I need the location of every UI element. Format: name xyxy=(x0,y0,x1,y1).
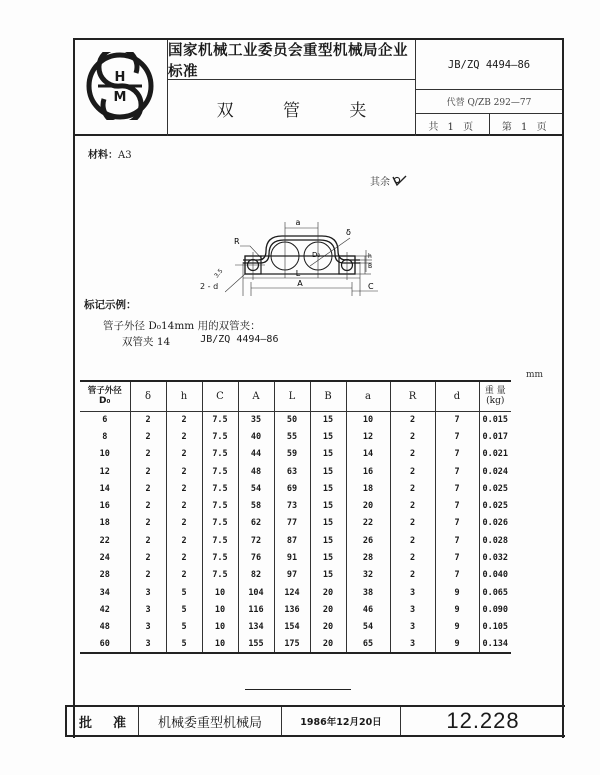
roughness-label: 其余 xyxy=(370,177,390,188)
table-cell: 77 xyxy=(274,515,310,532)
table-cell: 10 xyxy=(202,636,238,653)
table-cell: 3 xyxy=(130,619,166,636)
dim-a: a xyxy=(295,218,301,227)
table-cell: 15 xyxy=(310,480,346,497)
table-cell: 7 xyxy=(435,515,479,532)
table-cell: 14 xyxy=(99,483,110,494)
table-cell: 2 xyxy=(390,428,435,445)
table-cell: 3 xyxy=(390,636,435,653)
total-pages: 共 1 页 xyxy=(416,114,490,136)
approval-date: 1986年12月20日 xyxy=(282,707,401,735)
table-cell: 20 xyxy=(346,497,390,514)
table-cell: 9 xyxy=(435,636,479,653)
marking-example-title: 标记示例： xyxy=(84,299,137,311)
table-cell: 2 xyxy=(130,428,166,445)
table-cell: 15 xyxy=(310,567,346,584)
table-cell: 5 xyxy=(166,584,202,601)
dim-C: C xyxy=(368,282,374,291)
table-cell: 73 xyxy=(274,497,310,514)
table-cell: 124 xyxy=(274,584,310,601)
table-row xyxy=(80,532,511,549)
table-row xyxy=(80,567,511,584)
table-cell: 48 xyxy=(238,463,274,480)
table-cell: 28 xyxy=(99,570,110,581)
table-cell: 10 xyxy=(202,584,238,601)
replaces-standard: 代替 Q/ZB 292—77 xyxy=(416,90,562,114)
table-cell: 7 xyxy=(435,567,479,584)
col-header-l: L xyxy=(274,381,310,411)
table-cell: 7 xyxy=(435,446,479,463)
table-cell: 26 xyxy=(346,532,390,549)
table-cell: 28 xyxy=(346,549,390,566)
table-cell: 104 xyxy=(238,584,274,601)
table-cell: 59 xyxy=(274,446,310,463)
logo-cell xyxy=(73,40,168,136)
table-cell: 0.090 xyxy=(479,601,511,618)
table-cell: 18 xyxy=(99,518,110,529)
designation-name: 双管夹 14 xyxy=(122,336,171,348)
table-cell: 7.5 xyxy=(202,428,238,445)
table-cell: 24 xyxy=(99,553,110,564)
table-cell: 2 xyxy=(130,549,166,566)
table-cell: 91 xyxy=(274,549,310,566)
table-cell: 14 xyxy=(346,446,390,463)
table-cell: 7.5 xyxy=(202,446,238,463)
table-cell: 2 xyxy=(166,480,202,497)
table-cell: 32 xyxy=(346,567,390,584)
table-cell: 12 xyxy=(99,466,110,477)
hm-logo-icon xyxy=(86,52,154,120)
table-cell: 5 xyxy=(166,601,202,618)
page-code: 12.228 xyxy=(446,708,520,733)
table-cell: 54 xyxy=(346,619,390,636)
table-cell: 2 xyxy=(130,480,166,497)
table-cell: 136 xyxy=(274,601,310,618)
material-label: 材料： xyxy=(88,150,118,161)
table-cell: 0.015 xyxy=(479,411,511,428)
document-title: 双 管 夹 xyxy=(168,80,416,136)
table-row xyxy=(80,515,511,532)
table-cell: 2 xyxy=(390,497,435,514)
table-cell: 10 xyxy=(346,411,390,428)
table-cell: 22 xyxy=(99,535,110,546)
table-cell: 16 xyxy=(346,463,390,480)
table-cell: 2 xyxy=(130,463,166,480)
table-cell: 3 xyxy=(130,584,166,601)
table-cell: 34 xyxy=(99,587,110,598)
table-row xyxy=(80,446,511,463)
table-cell: 69 xyxy=(274,480,310,497)
table-cell: 2 xyxy=(130,532,166,549)
table-cell: 97 xyxy=(274,567,310,584)
table-cell: 15 xyxy=(310,515,346,532)
table-cell: 0.026 xyxy=(479,515,511,532)
table-cell: 7.5 xyxy=(202,497,238,514)
table-cell: 7.5 xyxy=(202,463,238,480)
table-cell: 7.5 xyxy=(202,532,238,549)
table-cell: 35 xyxy=(238,411,274,428)
table-cell: 50 xyxy=(274,411,310,428)
table-cell: 2 xyxy=(390,411,435,428)
table-cell: 2 xyxy=(130,515,166,532)
table-row xyxy=(80,411,511,428)
table-cell: 3 xyxy=(130,601,166,618)
table-cell: 15 xyxy=(310,532,346,549)
page-number: 第 1 页 xyxy=(501,121,550,133)
table-cell: 2 xyxy=(390,515,435,532)
table-cell: 0.017 xyxy=(479,428,511,445)
col-header-d: d xyxy=(435,381,479,411)
table-cell: 2 xyxy=(390,463,435,480)
table-cell: 58 xyxy=(238,497,274,514)
table-cell: 20 xyxy=(310,584,346,601)
organization-name: 国家机械工业委员会重型机械局企业标准 xyxy=(168,40,416,80)
table-row xyxy=(80,584,511,601)
marking-example-designation xyxy=(122,334,278,349)
table-cell: 3 xyxy=(390,619,435,636)
unit-label: mm xyxy=(526,370,544,380)
table-cell: 15 xyxy=(310,497,346,514)
dim-delta: δ xyxy=(346,228,351,237)
table-cell: 15 xyxy=(310,446,346,463)
table-cell: 48 xyxy=(99,622,110,633)
table-cell: 2 xyxy=(130,497,166,514)
col-header-a-spacing: a xyxy=(346,381,390,411)
table-cell: 5 xyxy=(166,619,202,636)
table-cell: 5 xyxy=(166,636,202,653)
table-row xyxy=(80,428,511,445)
table-cell: 65 xyxy=(346,636,390,653)
dim-B: B xyxy=(368,263,373,270)
approval-label: 批 准 xyxy=(67,707,139,735)
table-cell: 7.5 xyxy=(202,411,238,428)
table-cell: 3 xyxy=(390,601,435,618)
table-cell: 2 xyxy=(166,567,202,584)
table-row xyxy=(80,463,511,480)
table-cell: 0.040 xyxy=(479,567,511,584)
table-cell: 42 xyxy=(99,604,110,615)
table-cell: 8 xyxy=(102,431,108,442)
material-spec xyxy=(88,146,132,161)
table-header-row xyxy=(80,381,511,411)
table-cell: 20 xyxy=(310,619,346,636)
col-header-weight: 重 量 (kg) xyxy=(479,381,511,411)
table-cell: 7.5 xyxy=(202,549,238,566)
table-row xyxy=(80,549,511,566)
dim-h: h xyxy=(368,253,372,260)
dim-2d: 2 - d xyxy=(200,282,219,291)
table-cell: 2 xyxy=(166,463,202,480)
table-cell: 72 xyxy=(238,532,274,549)
table-cell: 15 xyxy=(310,549,346,566)
table-cell: 2 xyxy=(130,567,166,584)
marking-example-description: 管子外径 D₀14mm 用的双管夹： xyxy=(103,320,261,332)
table-row xyxy=(80,480,511,497)
table-cell: 175 xyxy=(274,636,310,653)
approval-block xyxy=(65,705,565,737)
table-cell: 82 xyxy=(238,567,274,584)
table-cell: 7.5 xyxy=(202,567,238,584)
table-cell: 7 xyxy=(435,463,479,480)
table-cell: 7 xyxy=(435,411,479,428)
table-cell: 2 xyxy=(166,497,202,514)
table-cell: 44 xyxy=(238,446,274,463)
table-row xyxy=(80,601,511,618)
dim-L: L xyxy=(295,269,301,278)
table-cell: 0.025 xyxy=(479,480,511,497)
title-block xyxy=(73,38,564,136)
col-header-a-length: A xyxy=(238,381,274,411)
table-cell: 62 xyxy=(238,515,274,532)
col-header-b: B xyxy=(310,381,346,411)
dim-R: R xyxy=(234,237,240,246)
table-cell: 22 xyxy=(346,515,390,532)
table-cell: 10 xyxy=(202,619,238,636)
table-cell: 2 xyxy=(166,411,202,428)
standard-code: JB/ZQ 4494—86 xyxy=(416,40,562,90)
table-cell: 0.024 xyxy=(479,463,511,480)
table-cell: 154 xyxy=(274,619,310,636)
table-row xyxy=(80,636,511,653)
designation-code: JB/ZQ 4494—86 xyxy=(200,334,279,345)
dimension-table xyxy=(80,380,511,654)
page-info xyxy=(416,114,562,136)
col-header-r: R xyxy=(390,381,435,411)
table-cell: 2 xyxy=(390,532,435,549)
col-header-delta: δ xyxy=(130,381,166,411)
table-cell: 46 xyxy=(346,601,390,618)
col-header-c: C xyxy=(202,381,238,411)
end-separator-line xyxy=(245,689,351,690)
table-cell: 18 xyxy=(346,480,390,497)
table-cell: 0.021 xyxy=(479,446,511,463)
table-cell: 7 xyxy=(435,480,479,497)
table-cell: 20 xyxy=(310,636,346,653)
dim-A: A xyxy=(297,279,303,288)
svg-text:M: M xyxy=(113,90,127,105)
table-cell: 0.028 xyxy=(479,532,511,549)
table-body xyxy=(80,411,511,653)
svg-text:H: H xyxy=(114,70,126,85)
table-cell: 0.025 xyxy=(479,497,511,514)
material-value: A3 xyxy=(118,150,132,161)
table-cell: 0.065 xyxy=(479,584,511,601)
dim-D0: D₀ xyxy=(312,251,321,259)
table-cell: 9 xyxy=(435,601,479,618)
table-cell: 0.105 xyxy=(479,619,511,636)
table-cell: 10 xyxy=(99,449,110,460)
table-cell: 87 xyxy=(274,532,310,549)
table-row xyxy=(80,497,511,514)
table-cell: 2 xyxy=(390,480,435,497)
table-cell: 3 xyxy=(130,636,166,653)
table-cell: 54 xyxy=(238,480,274,497)
col-header-d0: 管子外径 D₀ xyxy=(80,381,130,411)
table-cell: 134 xyxy=(238,619,274,636)
table-cell: 15 xyxy=(310,411,346,428)
table-cell: 9 xyxy=(435,584,479,601)
table-cell: 63 xyxy=(274,463,310,480)
table-cell: 2 xyxy=(166,515,202,532)
table-cell: 7 xyxy=(435,428,479,445)
table-cell: 12 xyxy=(346,428,390,445)
table-cell: 60 xyxy=(80,636,130,653)
table-cell: 0.134 xyxy=(479,636,511,653)
table-cell: 7 xyxy=(435,497,479,514)
table-cell: 2 xyxy=(130,446,166,463)
table-cell: 9 xyxy=(435,619,479,636)
table-cell: 16 xyxy=(99,501,110,512)
dim-chamfer: 3.5 xyxy=(213,267,225,280)
table-cell: 40 xyxy=(238,428,274,445)
table-cell: 2 xyxy=(390,446,435,463)
table-cell: 2 xyxy=(166,446,202,463)
table-cell: 38 xyxy=(346,584,390,601)
table-row xyxy=(80,619,511,636)
table-cell: 7 xyxy=(435,532,479,549)
table-cell: 15 xyxy=(310,463,346,480)
table-cell: 2 xyxy=(166,549,202,566)
table-cell: 6 xyxy=(102,414,108,425)
table-cell: 116 xyxy=(238,601,274,618)
table-cell: 7.5 xyxy=(202,480,238,497)
table-cell: 7.5 xyxy=(202,515,238,532)
table-cell: 2 xyxy=(390,567,435,584)
approver-organization: 机械委重型机械局 xyxy=(139,707,282,735)
surface-finish-icon xyxy=(392,175,408,187)
table-cell: 10 xyxy=(202,601,238,618)
table-cell: 2 xyxy=(166,428,202,445)
table-cell: 3 xyxy=(390,584,435,601)
col-header-h: h xyxy=(166,381,202,411)
table-cell: 20 xyxy=(310,601,346,618)
table-cell: 2 xyxy=(166,532,202,549)
table-cell: 55 xyxy=(274,428,310,445)
clamp-bottom-view xyxy=(225,252,385,300)
table-cell: 76 xyxy=(238,549,274,566)
table-cell: 15 xyxy=(310,428,346,445)
table-cell: 155 xyxy=(238,636,274,653)
table-cell: 2 xyxy=(390,549,435,566)
table-cell: 0.032 xyxy=(479,549,511,566)
table-cell: 7 xyxy=(435,549,479,566)
table-cell: 2 xyxy=(130,411,166,428)
